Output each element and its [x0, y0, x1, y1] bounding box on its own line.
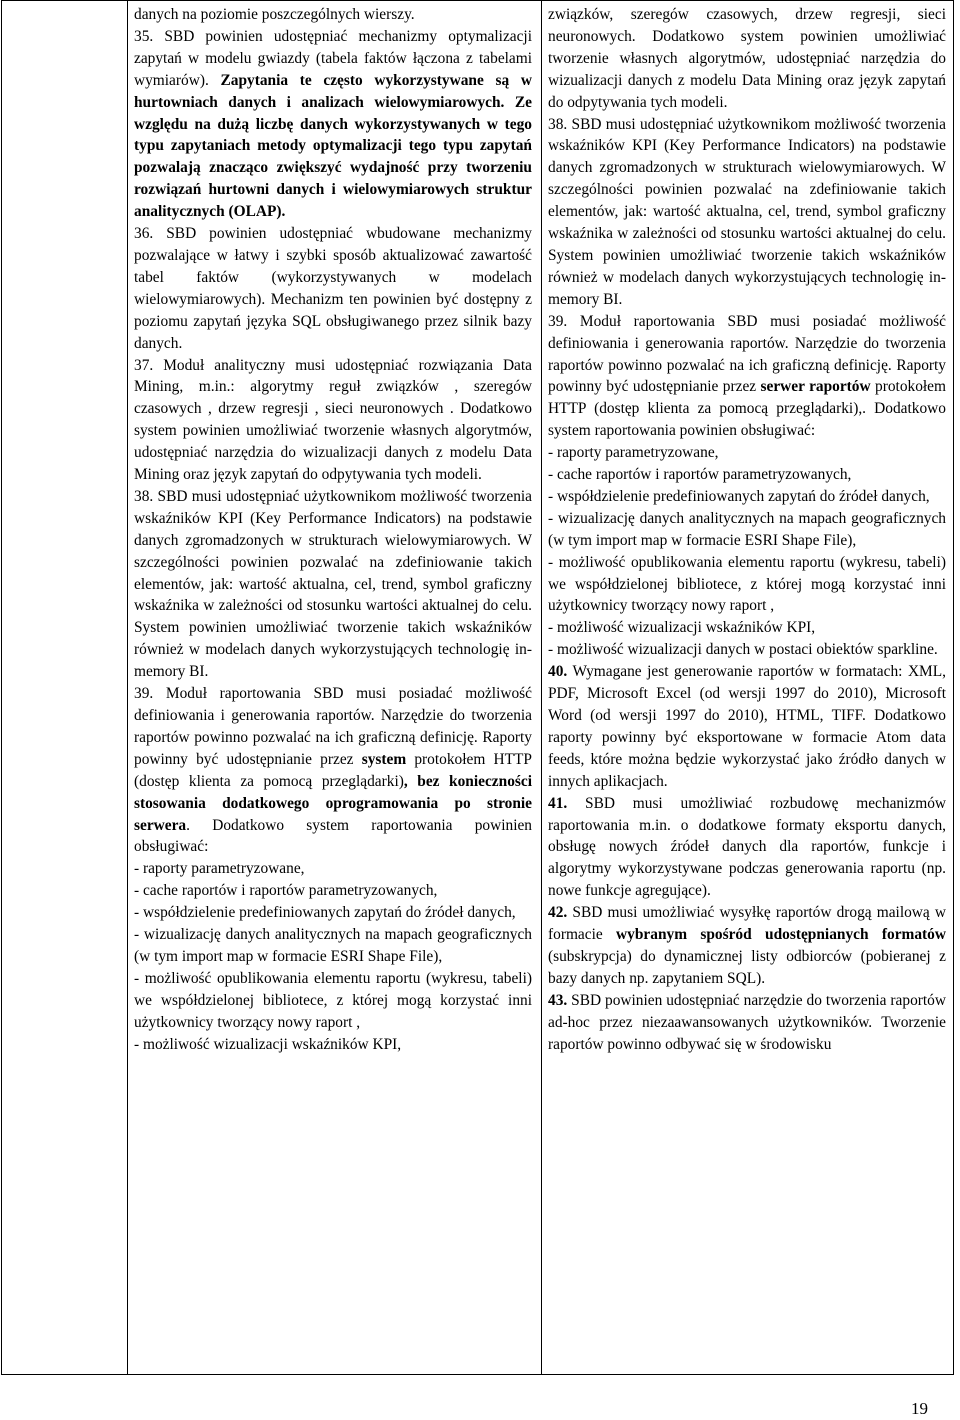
- paragraph: [548, 617, 946, 639]
- paragraph: [548, 902, 946, 990]
- paragraph: [134, 880, 532, 902]
- text-run: Wymagane jest generowanie raportów w formatach: XML, PDF, Microsoft Excel (od wersji 1997 do 2010), Microsoft Word (od wersji 1997 do 2010), HTML, TIFF. Dodatkowo raporty powinny być eksportowane w formacie Atom data feeds, które można będzie wykorzystać jako źródło danych w innych aplikacjach.: [548, 663, 946, 790]
- paragraph: [134, 858, 532, 880]
- paragraph: [548, 508, 946, 552]
- paragraph: [134, 26, 532, 223]
- text-run: danych na poziomie poszczególnych wierszy.: [134, 6, 415, 23]
- bold-text-run: serwer raportów: [760, 378, 871, 396]
- paragraph: [548, 639, 946, 661]
- bold-text-run: Zapytania te często wykorzystywane są w hurtowniach danych i analizach wielowymiarowych. Ze względu na dużą liczbę danych wykorzystywanych w tego typu zapytaniach metody optymalizacji tego typu zapytań pozwalają znacząco zwiększyć wydajność przy tworzeniu rozwiązań hurtowni danych i wielowymiarowych struktur analitycznych (OLAP).: [134, 71, 532, 221]
- table-column-divider-middle: [541, 1, 542, 1374]
- text-run: SBD musi umożliwiać wysyłkę raportów drogą mailową w formacie: [548, 904, 946, 944]
- bold-text-run: wybranym spośród udostępnianych formatów: [616, 926, 946, 944]
- paragraph: [548, 464, 946, 486]
- paragraph: [548, 114, 946, 311]
- text-run: - współdzielenie predefiniowanych zapytań do źródeł danych,: [548, 487, 930, 505]
- paragraph: [548, 552, 946, 618]
- text-run: . Dodatkowo system raportowania powinien obsługiwać:: [134, 816, 532, 856]
- bold-text-run: 40.: [548, 663, 568, 681]
- text-run: 39. Moduł raportowania SBD musi posiadać możliwość definiowania i generowania raportów. Narzędzie do tworzenia raportów powinno pozwalać na ich graficzną definicję. Raporty powinny być udostępnianie przez: [134, 685, 532, 768]
- paragraph: [548, 4, 946, 114]
- text-run: - cache raportów i raportów parametryzowanych,: [548, 466, 852, 484]
- paragraph: [134, 223, 532, 354]
- text-run: - możliwość opublikowania elementu raportu (wykresu, tabeli) we współdzielonej bibliotece, z której mogą korzystać inni użytkownicy tworzący nowy raport ,: [548, 553, 946, 615]
- bold-text-run: 41.: [548, 794, 568, 812]
- text-run: związków, szeregów czasowych, drzew regresji, sieci neuronowych. Dodatkowo system powinien umożliwiać tworzenie własnych algorytmów, udostępniać narzędzia do wizualizacji danych z modelu Data Mining oraz język zapytań do odpytywania tych modeli.: [548, 6, 946, 111]
- paragraph: [134, 4, 532, 26]
- paragraph: [134, 1034, 532, 1056]
- text-run: 37. Moduł analityczny musi udostępniać rozwiązania Data Mining, m.in.: algorytmy reguł związków , szeregów czasowych , drzew regresji , sieci neuronowych . Dodatkowo system powinien umożliwiać tworzenie własnych algorytmów, udostępniać narzędzia do wizualizacji danych z modelu Data Mining oraz język zapytań do odpytywania tych modeli.: [134, 356, 532, 484]
- text-run: - raporty parametryzowane,: [548, 444, 719, 462]
- paragraph: [134, 924, 532, 968]
- bold-text-run: 43.: [548, 991, 568, 1009]
- text-run: - raporty parametryzowane,: [134, 860, 305, 878]
- bold-text-run: system: [361, 750, 407, 768]
- paragraph: [134, 486, 532, 683]
- paragraph: [548, 793, 946, 903]
- text-run: protokołem HTTP (dostęp klienta za pomocą przeglądarki),. Dodatkowo system raportowania powinien obsługiwać:: [548, 378, 946, 440]
- paragraph: [134, 968, 532, 1034]
- text-run: - współdzielenie predefiniowanych zapytań do źródeł danych,: [134, 904, 516, 922]
- text-run: - wizualizację danych analitycznych na mapach geograficznych (w tym import map w formacie ESRI Shape File),: [134, 926, 532, 965]
- text-run: 38. SBD musi udostępniać użytkownikom możliwość tworzenia wskaźników KPI (Key Performance Indicators) na podstawie danych zgromadzonych w strukturach wielowymiarowych. W szczególności powinien pozwalać na zdefiniowanie takich elementów, jak: wartość aktualna, cel, trend, symbol graficzny wskaźnika w zależności od stosunku wartości aktualnej do celu. System powinien umożliwiać tworzenie takich wskaźników również w modelach danych wykorzystujących technologię in-memory BI.: [134, 487, 532, 681]
- text-run: 39. Moduł raportowania SBD musi posiadać możliwość definiowania i generowania raportów. Narzędzie do tworzenia raportów powinno pozwalać na ich graficzną definicję. Raporty powinny być udostępnianie przez: [548, 312, 946, 396]
- text-run: - możliwość opublikowania elementu raportu (wykresu, tabeli) we współdzielonej bibliotece, z której mogą korzystać inni użytkownicy tworzący nowy raport ,: [134, 969, 532, 1031]
- bold-text-run: , bez konieczności stosowania dodatkowego oprogramowania po stronie serwera: [134, 772, 532, 834]
- text-run: - możliwość wizualizacji danych w postaci obiektów sparkline.: [548, 641, 938, 659]
- table-column-divider-left: [127, 1, 128, 1374]
- paragraph: [134, 355, 532, 486]
- text-run: 35. SBD powinien udostępniać mechanizmy optymalizacji zapytań w modelu gwiazdy (tabela faktów łączona z tabelami wymiarów).: [134, 27, 532, 89]
- text-run: - możliwość wizualizacji wskaźników KPI,: [548, 619, 816, 637]
- page-number: 19: [911, 1399, 928, 1418]
- paragraph: [134, 683, 532, 858]
- text-run: protokołem HTTP (dostęp klienta za pomocą przeglądarki): [134, 750, 532, 790]
- text-run: - możliwość wizualizacji wskaźników KPI,: [134, 1035, 402, 1053]
- bold-text-run: 42.: [548, 904, 568, 922]
- text-run: 38. SBD musi udostępniać użytkownikom możliwość tworzenia wskaźników KPI (Key Performance Indicators) na podstawie danych zgromadzonych w strukturach wielowymiarowych. W szczególności powinien pozwalać na zdefiniowanie takich elementów, jak: wartość aktualna, cel, trend, symbol graficzny wskaźnika w zależności od stosunku wartości aktualnej do celu. System powinien umożliwiać tworzenie takich wskaźników również w modelach danych wykorzystujących technologię in-memory BI.: [548, 115, 946, 308]
- paragraph: [548, 661, 946, 792]
- paragraph: [548, 990, 946, 1056]
- paragraph: [548, 486, 946, 508]
- text-run: (subskrypcja) do dynamicznej listy odbiorców (pobieranej z bazy danych np. zapytaniem SQL).: [548, 947, 946, 987]
- paragraph: [548, 311, 946, 442]
- paragraph: [134, 902, 532, 924]
- left-text-column: [134, 4, 532, 1056]
- right-text-column: [548, 4, 946, 1056]
- text-run: - cache raportów i raportów parametryzowanych,: [134, 882, 438, 900]
- text-run: - wizualizację danych analitycznych na mapach geograficznych (w tym import map w formacie ESRI Shape File),: [548, 509, 946, 549]
- paragraph: [548, 442, 946, 464]
- text-run: SBD musi umożliwiać rozbudowę mechanizmów raportowania m.in. o dodatkowe formaty eksportu danych, obsługę nowych źródeł danych dla raportów, funkcje i algorytmy wykorzystywane podczas generowania raportu (np. nowe funkcje agregujące).: [548, 794, 946, 900]
- text-run: SBD powinien udostępniać narzędzie do tworzenia raportów ad-hoc przez niezaawansowanych użytkowników. Tworzenie raportów powinno odbywać się w środowisku: [548, 991, 946, 1053]
- text-run: 36. SBD powinien udostępniać wbudowane mechanizmy pozwalające w łatwy i szybki sposób aktualizować zawartość tabel faktów (wykorzystywanych w modelach wielowymiarowych). Mechanizm ten powinien być dostępny z poziomu zapytań języka SQL obsługiwanego przez silnik bazy danych.: [134, 225, 532, 352]
